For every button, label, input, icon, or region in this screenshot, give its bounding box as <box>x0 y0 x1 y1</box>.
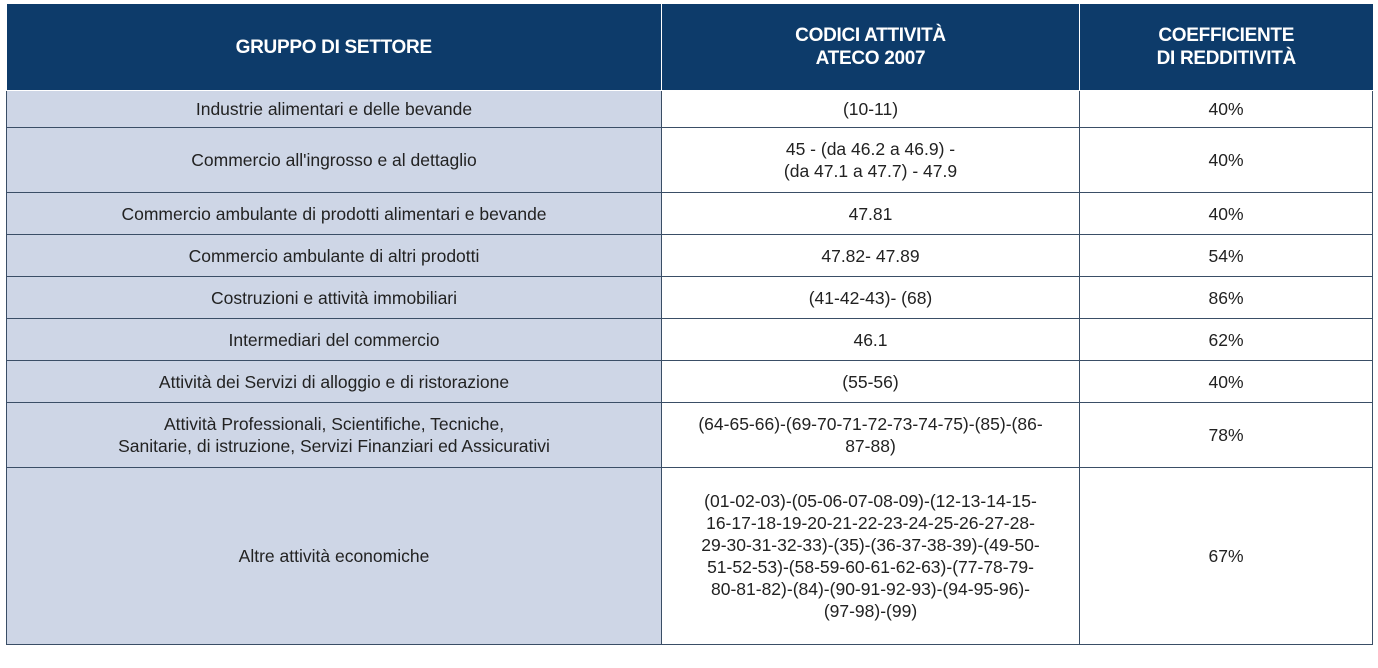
codes-cell: 47.81 <box>662 193 1080 235</box>
coefficient-cell: 86% <box>1080 277 1373 319</box>
codes-cell: 47.82- 47.89 <box>662 235 1080 277</box>
table-body <box>7 91 1373 645</box>
sector-cell: Costruzioni e attività immobiliari <box>7 277 662 319</box>
coefficient-cell: 40% <box>1080 128 1373 193</box>
coefficient-cell: 40% <box>1080 361 1373 403</box>
codes-cell: 46.1 <box>662 319 1080 361</box>
table-row <box>7 193 1373 235</box>
table-header <box>7 4 1373 91</box>
table-row <box>7 128 1373 193</box>
table-row <box>7 319 1373 361</box>
codes-cell: (10-11) <box>662 91 1080 128</box>
ateco-coefficient-table <box>6 4 1373 645</box>
codes-cell: (41-42-43)- (68) <box>662 277 1080 319</box>
table-row <box>7 277 1373 319</box>
coefficient-cell: 62% <box>1080 319 1373 361</box>
codes-cell: (55-56) <box>662 361 1080 403</box>
sector-cell: Commercio ambulante di prodotti alimentari e bevande <box>7 193 662 235</box>
sector-cell: Commercio all'ingrosso e al dettaglio <box>7 128 662 193</box>
coefficient-cell: 54% <box>1080 235 1373 277</box>
table-row <box>7 235 1373 277</box>
coefficient-cell: 78% <box>1080 403 1373 468</box>
coefficient-cell: 40% <box>1080 91 1373 128</box>
sector-cell: Industrie alimentari e delle bevande <box>7 91 662 128</box>
sector-cell: Commercio ambulante di altri prodotti <box>7 235 662 277</box>
sector-cell: Attività Professionali, Scientifiche, Tecniche, Sanitarie, di istruzione, Servizi Finanziari ed Assicurativi <box>7 403 662 468</box>
ateco-coefficient-table-container <box>6 4 1372 645</box>
sector-cell: Intermediari del commercio <box>7 319 662 361</box>
table-row <box>7 468 1373 645</box>
codes-cell: (01-02-03)-(05-06-07-08-09)-(12-13-14-15- 16-17-18-19-20-21-22-23-24-25-26-27-28- 29-30-31-32-33)-(35)-(36-37-38-39)-(49-50- 51-52-53)-(58-59-60-61-62-63)-(77-78-79- 80-81-82)-(84)-(90-91-92-93)-(94-95-96)- (97-98)-(99) <box>662 468 1080 645</box>
codes-cell: 45 - (da 46.2 a 46.9) - (da 47.1 a 47.7) - 47.9 <box>662 128 1080 193</box>
table-row <box>7 361 1373 403</box>
header-coefficient: COEFFICIENTE DI REDDITIVITÀ <box>1080 4 1373 91</box>
sector-cell: Altre attività economiche <box>7 468 662 645</box>
table-row <box>7 403 1373 468</box>
coefficient-cell: 67% <box>1080 468 1373 645</box>
table-row <box>7 91 1373 128</box>
sector-cell: Attività dei Servizi di alloggio e di ristorazione <box>7 361 662 403</box>
codes-cell: (64-65-66)-(69-70-71-72-73-74-75)-(85)-(86- 87-88) <box>662 403 1080 468</box>
header-codes: CODICI ATTIVITÀ ATECO 2007 <box>662 4 1080 91</box>
header-sector: GRUPPO DI SETTORE <box>7 4 662 91</box>
header-row <box>7 4 1373 91</box>
coefficient-cell: 40% <box>1080 193 1373 235</box>
